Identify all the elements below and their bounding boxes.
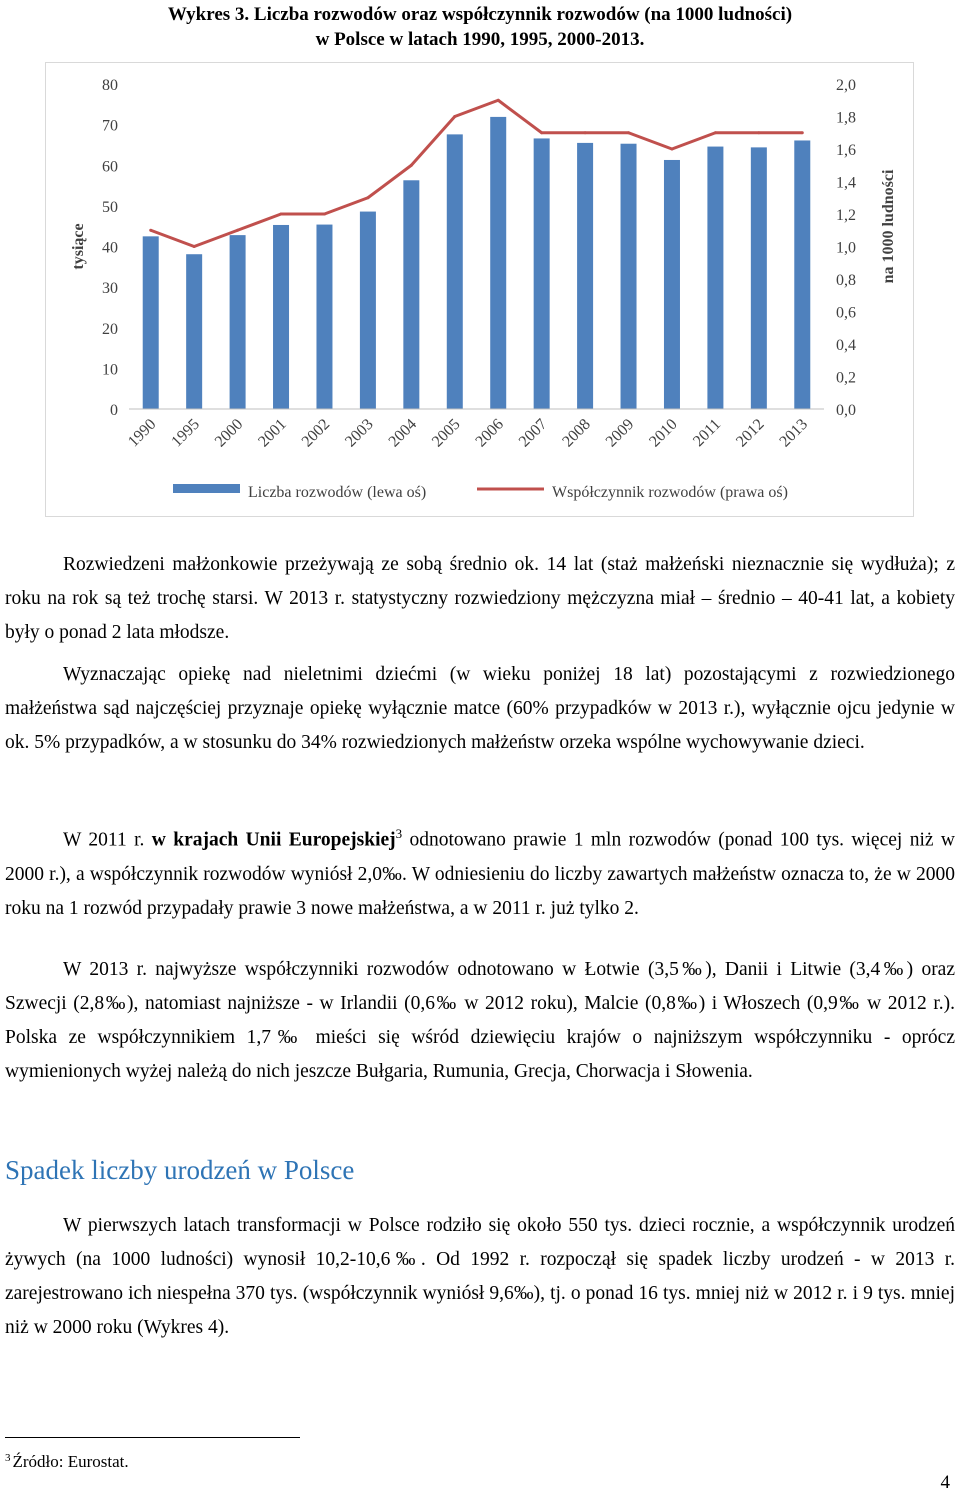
footnote-text: Źródło: Eurostat.	[12, 1452, 129, 1471]
y2-tick-label: 1,8	[836, 109, 856, 127]
paragraph-5-text: W pierwszych latach transformacji w Polsce rodziło się około 550 tys. dzieci rocznie, a współczynnik urodzeń żywych (na 1000 ludności) wynosił 10,2-10,6‰. Od 1992 r. rozpoczął się spadek liczby urodzeń - w 2013 r. zarejestrowano ich niespełna 370 tys. (współczynnik wyniósł 9,6‰), tj. o ponad 16 tys. mniej niż w 2012 r. i 9 tys. mniej niż w 2000 roku (Wykres 4).	[5, 1215, 955, 1338]
x-tick-label: 2000	[211, 415, 247, 451]
x-tick-label: 2009	[602, 415, 638, 451]
footnote-number: 3	[5, 1452, 11, 1464]
y2-tick-label: 1,0	[836, 239, 856, 257]
caption-line-1: Wykres 3. Liczba rozwodów oraz współczynnik rozwodów (na 1000 ludności)	[167, 4, 793, 25]
bar	[403, 180, 419, 409]
line-point	[757, 131, 760, 134]
y-tick-label: 80	[102, 77, 118, 94]
bar	[490, 117, 506, 409]
x-tick-label: 2003	[342, 415, 377, 451]
bar	[360, 212, 376, 409]
bar	[577, 143, 593, 409]
x-tick-label: 2001	[255, 415, 290, 451]
line-point	[410, 164, 413, 167]
x-tick-label: 2002	[298, 415, 334, 451]
bar	[794, 140, 810, 409]
bar	[186, 254, 202, 409]
paragraph-2	[5, 658, 955, 760]
x-tick-label: 1990	[124, 415, 160, 451]
x-tick-label: 2010	[646, 415, 681, 451]
line-point	[366, 196, 369, 199]
footnote-divider	[5, 1437, 300, 1438]
footnote-ref: 3	[395, 826, 403, 841]
bar	[751, 147, 767, 409]
legend-line-label: Współczynnik rozwodów (prawa oś)	[552, 484, 788, 501]
y2-tick-label: 0,2	[836, 369, 856, 387]
bar	[621, 144, 637, 409]
x-tick-label: 2006	[472, 415, 508, 451]
section-heading: Spadek liczby urodzeń w Polsce	[5, 1155, 355, 1185]
line-point	[280, 213, 283, 216]
line-point	[540, 131, 543, 134]
y2-tick-label: 1,4	[836, 174, 856, 192]
line-point	[714, 131, 717, 134]
paragraph-4-text: W 2013 r. najwyższe współczynniki rozwodów odnotowano w Łotwie (3,5‰), Danii i Litwie (3,4‰) oraz Szwecji (2,8‰), natomiast najniższe - w Irlandii (0,6‰ w 2012 roku), Malcie (0,8‰) i Włoszech (0,9‰ w 2012 r.). Polska ze współczynnikiem 1,7‰ mieści się wśród dziewięciu krajów o najniższym współczynniku - oprócz wymienionych wyżej należą do nich jeszcze Bułgaria, Rumunia, Grecja, Chorwacja i Słowenia.	[5, 959, 955, 1082]
figure-caption	[0, 2, 960, 52]
y-tick-label: 30	[102, 280, 118, 298]
paragraph-3-text	[5, 817, 955, 926]
chart-svg	[46, 63, 915, 518]
bar	[230, 235, 246, 409]
line-point	[670, 148, 673, 151]
y2-tick-label: 0,6	[836, 304, 856, 322]
line-point	[193, 245, 196, 248]
y-tick-label: 10	[102, 361, 118, 379]
series-line	[151, 100, 803, 246]
page-number: 4	[940, 1472, 950, 1493]
y-tick-label: 60	[102, 158, 118, 176]
x-tick-label: 2007	[515, 415, 551, 451]
paragraph-5	[5, 1209, 955, 1345]
caption-line-2: w Polsce w latach 1990, 1995, 2000-2013.	[315, 29, 645, 50]
x-tick-label: 2004	[385, 415, 421, 451]
p3-bold: w krajach Unii Europejskiej	[151, 829, 396, 851]
bar	[273, 225, 289, 409]
line-point	[236, 229, 239, 232]
y-tick-label: 40	[102, 239, 118, 257]
y2-tick-label: 2,0	[836, 77, 856, 94]
paragraph-2-text: Wyznaczając opiekę nad nieletnimi dziećmi (w wieku poniżej 18 lat) pozostającymi z rozwiedzionego małżeństwa sąd najczęściej przyznaje opiekę wyłącznie matce (60% przypadków w 2013 r.), wyłącznie ojcu jedynie w ok. 5% przypadków, a w stosunku do 34% rozwiedzionych małżeństw orzeka wspólne wychowywanie dzieci.	[5, 664, 955, 753]
bar	[447, 134, 463, 409]
y2-tick-label: 0,4	[836, 337, 856, 354]
x-tick-label: 1995	[168, 415, 203, 451]
x-tick-label: 2005	[428, 415, 464, 451]
y-tick-label: 20	[102, 320, 118, 338]
paragraph-3	[5, 817, 955, 926]
x-tick-label: 2013	[776, 415, 812, 451]
divorce-chart	[45, 62, 914, 517]
y2-tick-label: 0,0	[836, 402, 856, 419]
p3-start: W 2011 r.	[63, 829, 152, 851]
y-tick-label: 50	[102, 198, 118, 216]
bar	[316, 225, 332, 409]
x-tick-label: 2011	[690, 415, 725, 451]
line-point	[453, 115, 456, 118]
y2-tick-label: 0,8	[836, 272, 856, 289]
y-axis-title: tysiące	[70, 223, 87, 270]
line-point	[627, 131, 630, 134]
x-tick-label: 2008	[559, 415, 594, 451]
bar	[534, 138, 550, 409]
bar	[707, 147, 723, 409]
paragraph-1-text: Rozwiedzeni małżonkowie przeżywają ze sobą średnio ok. 14 lat (staż małżeński nieznacznie się wydłuża); z roku na rok są też trochę starsi. W 2013 r. statystyczny rozwiedziony mężczyzna miał – średnio – 40-41 lat, a kobiety były o ponad 2 lata młodsze.	[5, 554, 955, 643]
footnote	[5, 1452, 129, 1472]
x-tick-label: 2012	[733, 415, 768, 451]
line-point	[801, 131, 804, 134]
paragraph-4	[5, 953, 955, 1089]
line-point	[584, 131, 587, 134]
y2-tick-label: 1,2	[836, 207, 856, 224]
legend-bar-swatch	[173, 484, 240, 493]
line-point	[497, 99, 500, 102]
y2-axis-title: na 1000 ludności	[880, 169, 897, 284]
legend-bar-label: Liczba rozwodów (lewa oś)	[248, 484, 427, 501]
bar	[664, 160, 680, 409]
y-tick-label: 0	[110, 402, 118, 419]
y-tick-label: 70	[102, 117, 118, 135]
bar	[143, 236, 159, 409]
p3-rest: odnotowano prawie 1 mln rozwodów (ponad 100 tys. więcej niż w 2000 r.), a współczynnik rozwodów wyniósł 2,0‰. W odniesieniu do liczby zawartych małżeństw oznacza to, że w 2000 roku na 1 rozwód przypadały prawie 3 nowe małżeństwa, a w 2011 r. już tylko 2.	[5, 829, 955, 919]
line-point	[323, 213, 326, 216]
line-point	[149, 229, 152, 232]
paragraph-1	[5, 548, 955, 650]
y2-tick-label: 1,6	[836, 142, 856, 159]
